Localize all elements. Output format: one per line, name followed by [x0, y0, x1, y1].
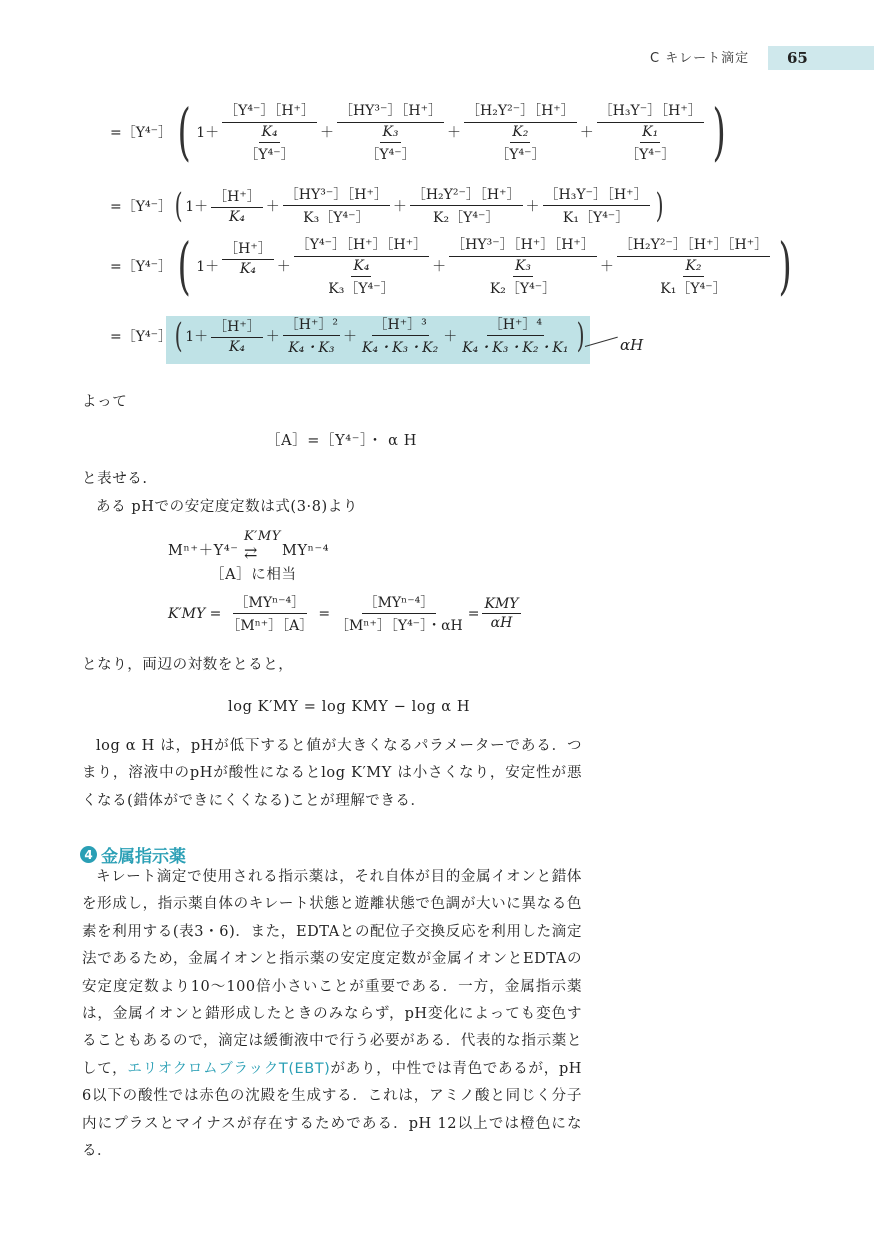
sub-numerator: K₄ — [351, 258, 371, 277]
denominator — [483, 257, 563, 298]
numerator: ［H⁺］ — [211, 186, 263, 208]
numerator: ［H₂Y²⁻］［H⁺］ — [410, 184, 523, 206]
denominator: ［Mⁿ⁺］［A］ — [226, 618, 314, 634]
close-paren: ) — [778, 229, 792, 302]
one-plus: 1＋ — [185, 328, 209, 345]
numerator: ［MYⁿ⁻⁴］ — [362, 592, 437, 614]
equation-a: ［A］=［Y⁴⁻］・ α H — [266, 433, 417, 449]
denominator — [321, 257, 401, 298]
sub-denominator: ［Y⁴⁻］ — [625, 147, 676, 163]
fraction — [460, 314, 570, 357]
sub-denominator: K₃［Y⁴⁻］ — [328, 281, 395, 297]
open-paren: ( — [174, 315, 183, 356]
running-header-section: C キレート滴定 — [650, 51, 750, 66]
numerator: ［H⁺］³ — [372, 314, 429, 336]
kmy-lhs: K′MY = — [168, 605, 222, 622]
numerator: ［HY³⁻］［H⁺］ — [337, 100, 444, 123]
page-number: 65 — [787, 49, 808, 67]
plus-sign: ＋ — [265, 328, 280, 345]
plus-sign: ＋ — [265, 198, 280, 215]
open-paren: ( — [177, 95, 191, 168]
fraction — [543, 184, 650, 227]
text-yotte: よって — [82, 394, 128, 410]
text-tonari: となり，両辺の対数をとると， — [82, 657, 294, 673]
numerator: ［HY³⁻］［H⁺］ — [283, 184, 390, 206]
sub-numerator: K₄ — [259, 124, 279, 143]
numerator: ［H₃Y⁻］［H⁺］ — [597, 100, 704, 123]
sub-numerator: K₁ — [640, 124, 660, 143]
eq-lhs: =［Y⁴⁻］ — [110, 125, 172, 141]
reaction-k: K′MY — [244, 529, 281, 544]
denominator — [488, 123, 552, 164]
denominator — [358, 123, 422, 164]
fraction — [464, 100, 577, 164]
close-paren: ) — [576, 315, 585, 356]
numerator: ［MYⁿ⁻⁴］ — [233, 592, 308, 614]
denominator: K₄・K₃・K₂ — [362, 340, 439, 356]
fraction — [449, 234, 597, 298]
one-plus: 1＋ — [196, 125, 220, 141]
log-equation: log K′MY = log KMY − log α H — [228, 699, 471, 715]
denominator: K₄・K₃ — [288, 340, 335, 356]
alpha-h-label: αH — [620, 336, 644, 354]
plus-sign: ＋ — [319, 125, 334, 141]
sub-numerator: K₃ — [513, 258, 533, 277]
sub-numerator: K₃ — [380, 124, 400, 143]
plus-sign: ＋ — [343, 328, 357, 345]
fraction — [360, 314, 440, 357]
numerator: ［Y⁴⁻］［H⁺］［H⁺］ — [294, 234, 429, 257]
numerator: ［H₂Y²⁻］［H⁺］ — [464, 100, 577, 123]
sub-numerator: K₂ — [510, 124, 530, 143]
paragraph-metal-indicator — [82, 864, 582, 1165]
ebt-term: エリオクロムブラックT(EBT) — [127, 1060, 331, 1077]
numerator: ［H⁺］² — [283, 314, 340, 336]
fraction — [211, 316, 263, 355]
close-paren: ) — [712, 95, 726, 168]
fraction — [617, 234, 770, 298]
text-aru-ph: ある pHでの安定度定数は式(3·8)より — [96, 499, 359, 515]
numerator: KMY — [484, 596, 519, 612]
denominator: K₃［Y⁴⁻］ — [303, 210, 370, 226]
section-number-badge: 4 — [80, 846, 97, 863]
sub-denominator: K₁［Y⁴⁻］ — [660, 281, 727, 297]
plus-sign: ＋ — [579, 125, 594, 141]
denominator: K₄・K₃・K₂・K₁ — [462, 340, 569, 356]
plus-sign: ＋ — [392, 198, 407, 215]
fraction — [222, 238, 274, 277]
plus-sign: ＋ — [447, 125, 462, 141]
numerator: ［H⁺］⁴ — [487, 314, 544, 336]
open-paren: ( — [174, 185, 183, 226]
sub-denominator: ［Y⁴⁻］ — [244, 147, 295, 163]
numerator: ［H₂Y²⁻］［H⁺］［H⁺］ — [617, 234, 770, 257]
denominator — [618, 123, 682, 164]
one-plus: 1＋ — [196, 259, 220, 275]
eq-lhs: =［Y⁴⁻］ — [110, 328, 172, 345]
close-paren: ) — [655, 185, 664, 226]
denominator: K₂［Y⁴⁻］ — [433, 210, 500, 226]
numerator: ［H⁺］ — [211, 316, 263, 338]
paragraph-log-alpha: log α H は，pHが低下すると値が大きくなるパラメーターである．つまり，溶液中のpHが酸性になるとlog K′MY は小さくなり，安定性が悪くなる(錯体ができにくくなる)ことが理解できる． — [82, 738, 582, 809]
one-plus: 1＋ — [185, 198, 209, 215]
fraction — [283, 314, 340, 357]
paragraph-part-a: キレート滴定で使用される指示薬は，それ自体が目的金属イオンと錯体を形成し，指示薬自体のキレート状態と遊離状態で色調が大いに異なる色素を利用する(表3・6)．また，EDTAとの配位子交換反応を利用した滴定法であるため，金属イオンと指示薬の安定度定数が金属イオンとEDTAの安定度定数より10〜100倍小さいことが重要である．一方，金属指示薬は，金属イオンと錯形成したときのみならず，pH変化によっても変色することもあるので，滴定は緩衝液中で行う必要がある．代表的な指示薬として， — [82, 869, 582, 1077]
equals-sign: = — [318, 605, 331, 622]
fraction — [222, 100, 317, 164]
page-number-tab — [768, 46, 874, 70]
denominator: αH — [490, 615, 513, 631]
eq-lhs: =［Y⁴⁻］ — [110, 198, 172, 215]
reaction-note: ［A］に相当 — [210, 567, 297, 583]
sub-denominator: K₂［Y⁴⁻］ — [489, 281, 557, 297]
text-to-arawaseru: と表せる. — [82, 471, 148, 487]
numerator: ［H⁺］ — [222, 238, 274, 260]
fraction — [211, 186, 263, 225]
fraction — [224, 592, 315, 635]
fraction — [294, 234, 429, 298]
fraction — [410, 184, 523, 227]
reaction-arrow: ⇄ — [244, 543, 259, 562]
fraction — [283, 184, 390, 227]
sub-denominator: ［Y⁴⁻］ — [365, 147, 416, 163]
numerator: ［Y⁴⁻］［H⁺］ — [222, 100, 317, 123]
paragraph-part-b: があり，中性では青色であるが，pH 6以下の酸性では赤色の沈殿を生成する．これは，アミノ酸と同じく分子内にプラスとマイナスが存在するためである．pH 12以上では橙色になる． — [82, 1060, 582, 1160]
plus-sign: ＋ — [525, 198, 540, 215]
plus-sign: ＋ — [432, 259, 447, 275]
plus-sign: ＋ — [599, 259, 614, 275]
open-paren: ( — [177, 229, 191, 302]
denominator: K₁［Y⁴⁻］ — [562, 210, 630, 226]
denominator: K₄ — [228, 339, 246, 355]
denominator: K₄ — [239, 261, 256, 277]
fraction — [597, 100, 704, 164]
sub-denominator: ［Y⁴⁻］ — [495, 147, 546, 163]
fraction — [333, 592, 465, 635]
plus-sign: ＋ — [276, 259, 291, 275]
denominator — [237, 123, 301, 164]
reaction-left: Mⁿ⁺＋Y⁴⁻ — [168, 543, 239, 559]
plus-sign: ＋ — [443, 328, 458, 345]
sub-numerator: K₂ — [683, 258, 703, 277]
denominator — [653, 257, 733, 298]
numerator: ［H₃Y⁻］［H⁺］ — [543, 184, 650, 206]
equals-sign: = — [467, 605, 480, 622]
fraction — [337, 100, 444, 164]
denominator: ［Mⁿ⁺］［Y⁴⁻］・αH — [335, 618, 463, 634]
fraction — [482, 596, 520, 631]
numerator: ［HY³⁻］［H⁺］［H⁺］ — [449, 234, 597, 257]
denominator: K₄ — [228, 209, 246, 225]
eq-lhs: =［Y⁴⁻］ — [110, 259, 172, 275]
reaction-right: MYⁿ⁻⁴ — [282, 543, 330, 559]
section-title: 金属指示薬 — [101, 847, 186, 867]
